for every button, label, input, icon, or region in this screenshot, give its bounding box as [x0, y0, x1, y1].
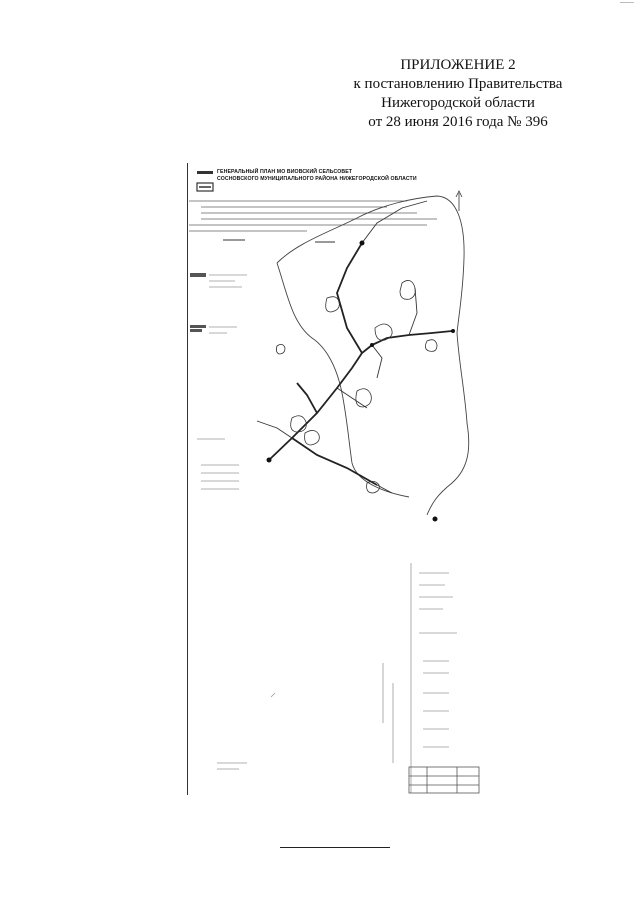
title-bar-icon	[197, 171, 213, 174]
corner-mark	[620, 2, 634, 3]
document-header	[328, 56, 588, 132]
map-title-line2: СОСНОВСКОГО МУНИЦИПАЛЬНОГО РАЙОНА НИЖЕГОРОДСКОЙ ОБЛАСТИ	[217, 176, 417, 182]
right-legend-table	[383, 563, 457, 793]
map-title	[217, 169, 417, 183]
stamp-table	[409, 767, 479, 793]
map-title-line1: ГЕНЕРАЛЬНЫЙ ПЛАН МО ВИОВСКИЙ СЕЛЬСОВЕТ	[217, 169, 353, 175]
legend-lines	[189, 201, 437, 231]
general-plan-map-sheet	[187, 163, 480, 795]
district-boundary	[277, 196, 469, 515]
appendix-region: Нижегородской области	[381, 95, 535, 111]
appendix-date: от 28 июня 2016 года № 396	[368, 114, 548, 130]
bottom-divider	[280, 847, 390, 848]
main-roads	[269, 243, 452, 485]
bottom-left-notes	[217, 693, 275, 769]
map-drawing	[187, 163, 480, 795]
north-arrow-icon	[456, 191, 462, 211]
appendix-subtitle: к постановлению Правительства	[353, 76, 563, 92]
secondary-roads	[257, 201, 427, 493]
map-markers	[267, 241, 456, 522]
appendix-title: ПРИЛОЖЕНИЕ 2	[400, 57, 516, 73]
